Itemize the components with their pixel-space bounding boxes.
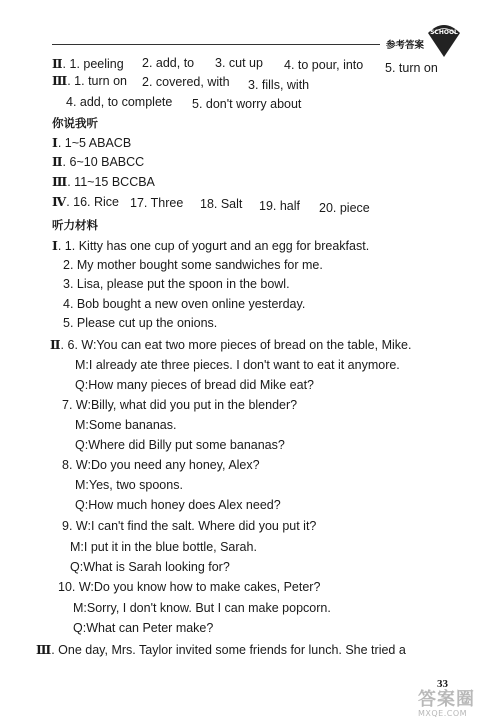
listening-line: M:I put it in the blue bottle, Sarah. [70,540,257,554]
answer-item: 5. turn on [385,61,438,75]
listening-line: Q:How much honey does Alex need? [75,498,281,512]
answer-text: 20. piece [319,201,370,215]
answer-item: 4. add, to complete [66,95,173,109]
listening-line: 9. W:I can't find the salt. Where did you put it? [62,519,317,533]
roman-numeral: Ⅲ [52,73,68,88]
answer-text: . 1~5 ABACB [57,136,132,150]
answer-line [52,154,144,169]
answer-text: 19. half [259,199,301,213]
answer-item: . 1. turn on [67,74,127,88]
answer-text: . 11~15 BCCBA [67,175,155,189]
listening-line: Q:Where did Billy put some bananas? [75,438,285,452]
listening-line: 7. W:Billy, what did you put in the blender? [62,398,298,412]
listening-line: 4. Bob bought a new oven online yesterday. [63,297,306,311]
answer-text: 17. Three [130,196,184,210]
watermark-main: 答案圈 [418,689,475,710]
roman-numeral: Ⅱ [52,154,63,169]
watermark [418,690,498,718]
line-text: . 6. W:You can eat two more pieces of bread on the table, Mike. [60,338,412,352]
roman-numeral: Ⅱ [50,337,61,352]
school-badge-icon [425,19,463,59]
listening-line: Q:How many pieces of bread did Mike eat? [75,378,315,392]
answer-item: 2. covered, with [142,75,230,89]
answer-item: 3. cut up [215,56,263,70]
answer-line [52,174,155,189]
answer-item: 2. add, to [142,56,195,70]
listening-line [50,337,411,352]
roman-numeral: Ⅱ [52,56,63,71]
listening-line: Q:What is Sarah looking for? [70,560,230,574]
listening-line: 8. W:Do you need any honey, Alex? [62,458,260,472]
page-number: 33 [437,678,448,690]
answer-item: 3. fills, with [248,78,310,92]
section-heading-listening: 听力材料 [52,218,98,232]
roman-numeral: Ⅲ [36,642,52,657]
answer-row-3 [52,73,127,88]
answer-text: . 16. Rice [66,195,119,209]
answer-item: . 1. peeling [62,57,124,71]
roman-numeral: Ⅰ [52,135,58,150]
answer-line [52,194,119,209]
roman-numeral: Ⅰ [52,238,58,253]
listening-line: 2. My mother bought some sandwiches for me. [63,258,323,272]
answer-line [52,135,131,150]
watermark-url: MXQE.COM [418,709,468,718]
listening-line: 10. W:Do you know how to make cakes, Peter? [58,580,321,594]
line-text: . 1. Kitty has one cup of yogurt and an egg for breakfast. [57,239,370,253]
listening-line: M:I already ate three pieces. I don't want to eat it anymore. [75,358,400,372]
header-title: 参考答案 [386,40,425,51]
listening-line: 5. Please cut up the onions. [63,316,218,330]
answer-text: . 6~10 BABCC [62,155,145,169]
listening-line: 3. Lisa, please put the spoon in the bowl. [63,277,290,291]
header-rule [52,44,380,45]
line-text: . One day, Mrs. Taylor invited some friends for lunch. She tried a [51,643,406,657]
listening-line: Q:What can Peter make? [73,621,214,635]
listening-line [52,238,369,253]
section-heading-listen-say: 你说我听 [52,116,98,130]
roman-numeral: Ⅳ [52,194,67,209]
roman-numeral: Ⅲ [52,174,68,189]
listening-line: M:Yes, two spoons. [75,478,183,492]
answer-row-2 [52,56,124,71]
answer-item: 5. don't worry about [192,97,302,111]
answer-item: 4. to pour, into [284,58,364,72]
badge-text: SCHOOL [430,29,458,36]
listening-line: M:Sorry, I don't know. But I can make popcorn. [73,601,331,615]
listening-line: M:Some bananas. [75,418,177,432]
listening-line [36,642,406,657]
answer-text: 18. Salt [200,197,243,211]
